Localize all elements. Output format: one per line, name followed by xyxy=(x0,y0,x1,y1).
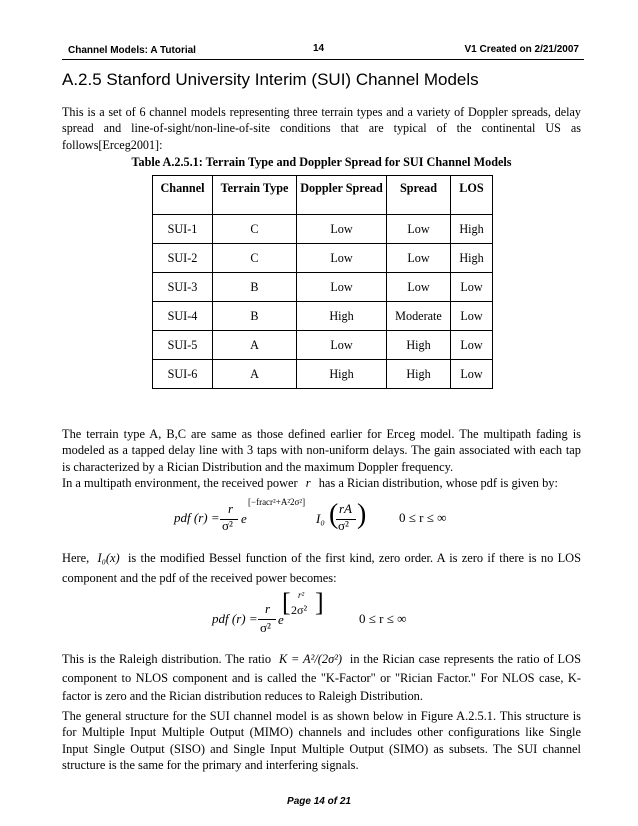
raleigh-paragraph xyxy=(62,650,581,706)
col-header-doppler: Doppler Spread xyxy=(297,176,387,215)
rician-var: r xyxy=(305,476,311,490)
eq1-num: r xyxy=(228,501,234,516)
table-row xyxy=(153,244,493,273)
table-cell: Low xyxy=(297,215,387,244)
table-cell: High xyxy=(387,360,451,389)
table-cell: Low xyxy=(387,273,451,302)
table-caption: Table A.2.5.1: Terrain Type and Doppler Spread for SUI Channel Models xyxy=(131,155,512,169)
table-cell: SUI-2 xyxy=(153,244,213,273)
table-cell: High xyxy=(451,244,493,273)
eq2-lhs: pdf (r) = xyxy=(212,611,258,626)
table-row xyxy=(153,360,493,389)
table-cell: High xyxy=(387,331,451,360)
col-header-los: LOS xyxy=(451,176,493,215)
rician-text-a: In a multipath environment, the received power xyxy=(62,476,298,490)
eq1-bracket-right: ) xyxy=(357,499,367,530)
table-header-row xyxy=(153,176,493,215)
here-function: I₀(x) xyxy=(97,551,120,565)
table-row xyxy=(153,273,493,302)
table-cell: SUI-4 xyxy=(153,302,213,331)
table-cell: SUI-6 xyxy=(153,360,213,389)
table-cell: Low xyxy=(451,360,493,389)
eq2-range: 0 ≤ r ≤ ∞ xyxy=(359,611,407,626)
table-cell: Low xyxy=(387,244,451,273)
col-header-channel: Channel xyxy=(153,176,213,215)
here-text-a: Here, xyxy=(62,551,90,565)
eq1-bracket-left: ( xyxy=(329,499,339,530)
eq2-base: e xyxy=(278,612,284,627)
table-cell: B xyxy=(213,302,297,331)
eq1-bessel-den: σ² xyxy=(338,518,349,533)
table-cell: Low xyxy=(451,273,493,302)
section-title: A.2.5 Stanford University Interim (SUI) Channel Models xyxy=(62,70,479,89)
table-row xyxy=(153,302,493,331)
header-right: V1 Created on 2/21/2007 xyxy=(464,44,579,55)
table-cell: SUI-1 xyxy=(153,215,213,244)
intro-paragraph: This is a set of 6 channel models representing three terrain types and a variety of Doppler spreads, delay spread and line-of-sight/non-line-of-site conditions that are typical of the continental US as follows[Erceg2001]: xyxy=(62,105,581,152)
eq1-bessel-num: rA xyxy=(339,501,352,516)
table-row xyxy=(153,331,493,360)
table-cell: High xyxy=(297,302,387,331)
table-cell: A xyxy=(213,360,297,389)
eq2-exp-num: r² xyxy=(298,590,305,600)
col-header-terrain: Terrain Type xyxy=(213,176,297,215)
table-cell: High xyxy=(297,360,387,389)
raleigh-k: K = A²/(2σ²) xyxy=(278,652,343,666)
table-cell: High xyxy=(451,215,493,244)
eq1-bessel: I₀ xyxy=(316,511,325,526)
header-left: Channel Models: A Tutorial xyxy=(68,45,196,56)
table-cell: Low xyxy=(297,244,387,273)
table-cell: B xyxy=(213,273,297,302)
here-text-b: is the modified Bessel function of the first kind, zero order. A is zero if there is no LOS component and the pdf of the received power becomes: xyxy=(62,551,581,585)
table-row xyxy=(153,215,493,244)
eq1-lhs: pdf (r) = xyxy=(174,510,220,525)
eq2-den: σ² xyxy=(260,620,271,635)
eq1-base: e xyxy=(241,511,247,526)
raleigh-text-b: in the Rician case represents the ratio of LOS component to NLOS component and is called the "K-Factor" or "Rician Factor." For NLOS case, K-factor is zero and the Rician distribution reduces to Raleigh Distribution. xyxy=(62,652,581,703)
sui-table xyxy=(152,175,493,389)
table-cell: Low xyxy=(387,215,451,244)
raleigh-text-a: This is the Raleigh distribution. The ratio xyxy=(62,652,272,666)
eq2-bracket-left: [ xyxy=(282,588,291,617)
table-cell: C xyxy=(213,244,297,273)
table-cell: SUI-3 xyxy=(153,273,213,302)
eq2-num: r xyxy=(265,601,271,616)
table-cell: Moderate xyxy=(387,302,451,331)
header-page-number: 14 xyxy=(313,43,325,54)
eq1-range: 0 ≤ r ≤ ∞ xyxy=(399,510,447,525)
table-cell: A xyxy=(213,331,297,360)
structure-paragraph: The general structure for the SUI channel model is as shown below in Figure A.2.5.1. This structure is for Multiple Input Multiple Output (MIMO) channels and includes other configurations like Single Input Single Output (SISO) and Single Input Multiple Output (SIMO) as subsets. The SUI channel structure is the same for the primary and interfering signals. xyxy=(62,709,581,773)
table-cell: Low xyxy=(297,331,387,360)
header-rule xyxy=(62,59,584,60)
table-cell: C xyxy=(213,215,297,244)
table-cell: Low xyxy=(451,302,493,331)
terrain-paragraph: The terrain type A, B,C are same as those defined earlier for Erceg model. The multipath fading is modeled as a tapped delay line with 3 taps with non-uniform delays. The gain associated with each tap is characterized by a Rician Distribution and the maximum Doppler frequency. xyxy=(62,427,581,474)
rician-paragraph xyxy=(62,475,581,491)
table-cell: Low xyxy=(297,273,387,302)
page-footer: Page 14 of 21 xyxy=(287,796,351,807)
col-header-spread: Spread xyxy=(387,176,451,215)
eq1-exponent: [−fracr²+A²2σ²] xyxy=(248,497,306,507)
eq1-den: σ² xyxy=(222,518,233,533)
rician-text-b: has a Rician distribution, whose pdf is given by: xyxy=(318,476,558,490)
eq2-bracket-right: ] xyxy=(315,588,324,617)
table-cell: SUI-5 xyxy=(153,331,213,360)
eq2-exp-den: 2σ² xyxy=(291,603,308,617)
table-cell: Low xyxy=(451,331,493,360)
bessel-paragraph xyxy=(62,548,581,588)
